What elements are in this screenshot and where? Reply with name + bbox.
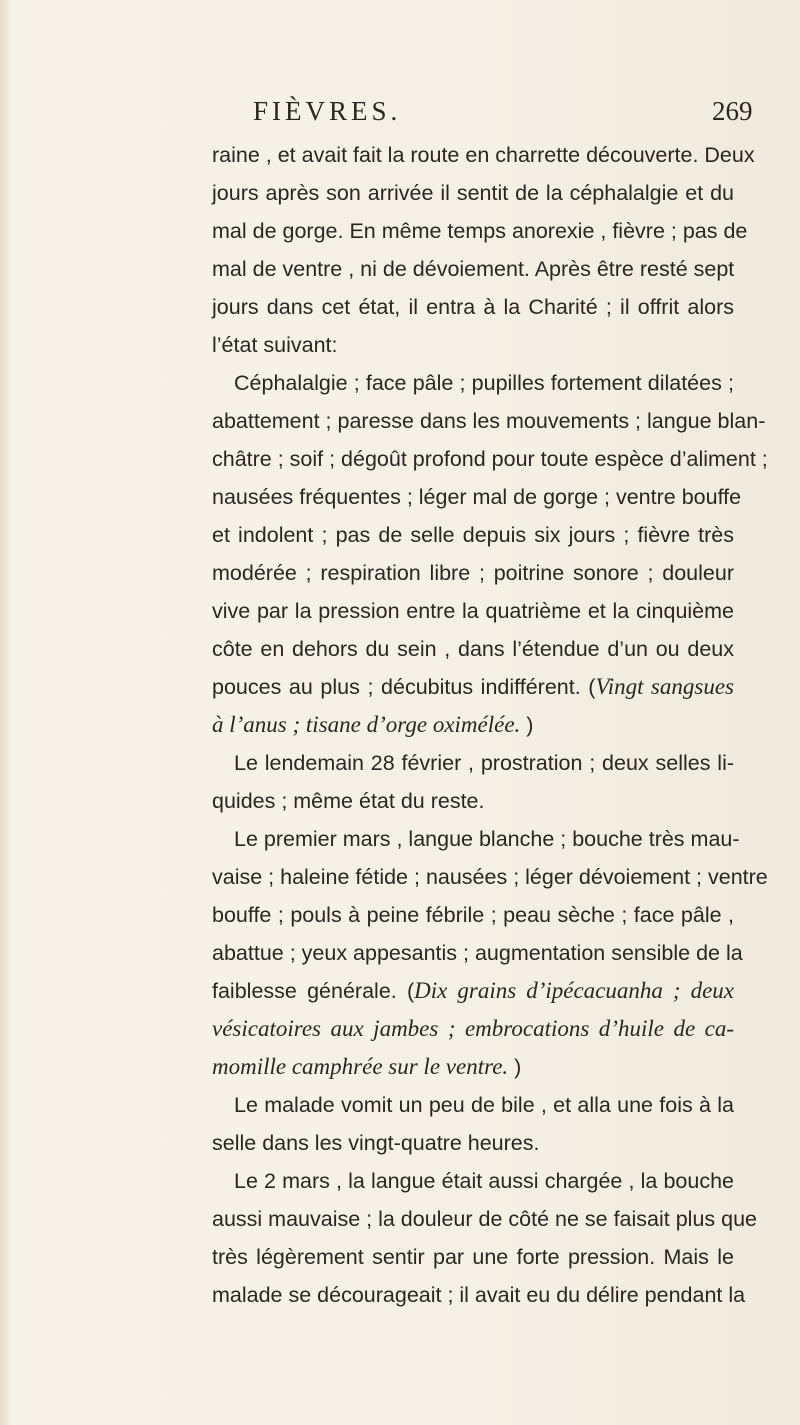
text-segment: faiblesse générale. (	[212, 979, 415, 1003]
text-line: Le malade vomit un peu de bile , et alla une fois à la	[234, 1093, 734, 1117]
text-line: mal de ventre , ni de dévoiement. Après être resté sept	[212, 257, 735, 281]
text-line: vive par la pression entre la quatrième et la cinquième	[212, 599, 734, 623]
text-line: châtre ; soif ; dégoût profond pour toute espèce d’aliment ;	[212, 447, 768, 471]
text-line: aussi mauvaise ; la douleur de côté ne se faisait plus que	[212, 1207, 757, 1231]
text-line: jours dans cet état, il entra à la Charité ; il offrit alors	[212, 295, 734, 319]
text-line-mixed	[212, 668, 734, 706]
running-title: FIÈVRES.	[253, 96, 402, 126]
text-line-mixed	[212, 706, 734, 744]
text-line-mixed	[212, 1048, 734, 1086]
text-line: malade se décourageait ; il avait eu du délire pendant la	[212, 1283, 746, 1307]
text-line: l’état suivant:	[212, 333, 338, 357]
text-line: côte en dehors du sein , dans l’étendue d’un ou deux	[212, 637, 734, 661]
page-gutter-shadow	[0, 0, 12, 1425]
italic-prescription: Vingt sangsues	[595, 674, 734, 699]
text-segment: )	[520, 713, 534, 737]
text-line: et indolent ; pas de selle depuis six jours ; fièvre très	[212, 523, 734, 547]
text-line-italic	[212, 1010, 734, 1048]
text-line: Le 2 mars , la langue était aussi chargée , la bouche	[234, 1169, 734, 1193]
text-line: abattue ; yeux appesantis ; augmentation sensible de la	[212, 941, 743, 965]
text-line-mixed	[212, 972, 734, 1010]
text-line: bouffe ; pouls à peine fébrile ; peau sèche ; face pâle ,	[212, 903, 734, 927]
text-line: Le lendemain 28 février , prostration ; deux selles li-	[234, 751, 734, 775]
text-line: nausées fréquentes ; léger mal de gorge ; ventre bouffe	[212, 485, 742, 509]
text-line: Le premier mars , langue blanche ; bouche très mau-	[234, 827, 740, 851]
italic-prescription: à l’anus ; tisane d’orge oximélée.	[212, 712, 521, 737]
page-header	[0, 96, 800, 136]
text-line: vaise ; haleine fétide ; nausées ; léger dévoiement ; ventre	[212, 865, 768, 889]
text-line: selle dans les vingt-quatre heures.	[212, 1131, 540, 1155]
text-line: abattement ; paresse dans les mouvements ; langue blan-	[212, 409, 766, 433]
text-line: raine , et avait fait la route en charrette découverte. Deux	[212, 143, 755, 167]
text-segment: )	[508, 1055, 522, 1079]
text-line: mal de gorge. En même temps anorexie , fièvre ; pas de	[212, 219, 748, 243]
text-segment: pouces au plus ; décubitus indifférent. (	[212, 675, 596, 699]
italic-prescription: vésicatoires aux jambes ; embrocations d’huile de ca-	[212, 1016, 734, 1041]
text-line: modérée ; respiration libre ; poitrine sonore ; douleur	[212, 561, 734, 585]
text-line: Céphalalgie ; face pâle ; pupilles fortement dilatées ;	[234, 371, 734, 395]
text-line: quides ; même état du reste.	[212, 789, 485, 813]
italic-prescription: momille camphrée sur le ventre.	[212, 1054, 509, 1079]
text-line: très légèrement sentir par une forte pression. Mais le	[212, 1245, 734, 1269]
page-number: 269	[712, 96, 753, 126]
italic-prescription: Dix grains d’ipécacuanha ; deux	[414, 978, 734, 1003]
text-line: jours après son arrivée il sentit de la céphalalgie et du	[212, 181, 734, 205]
